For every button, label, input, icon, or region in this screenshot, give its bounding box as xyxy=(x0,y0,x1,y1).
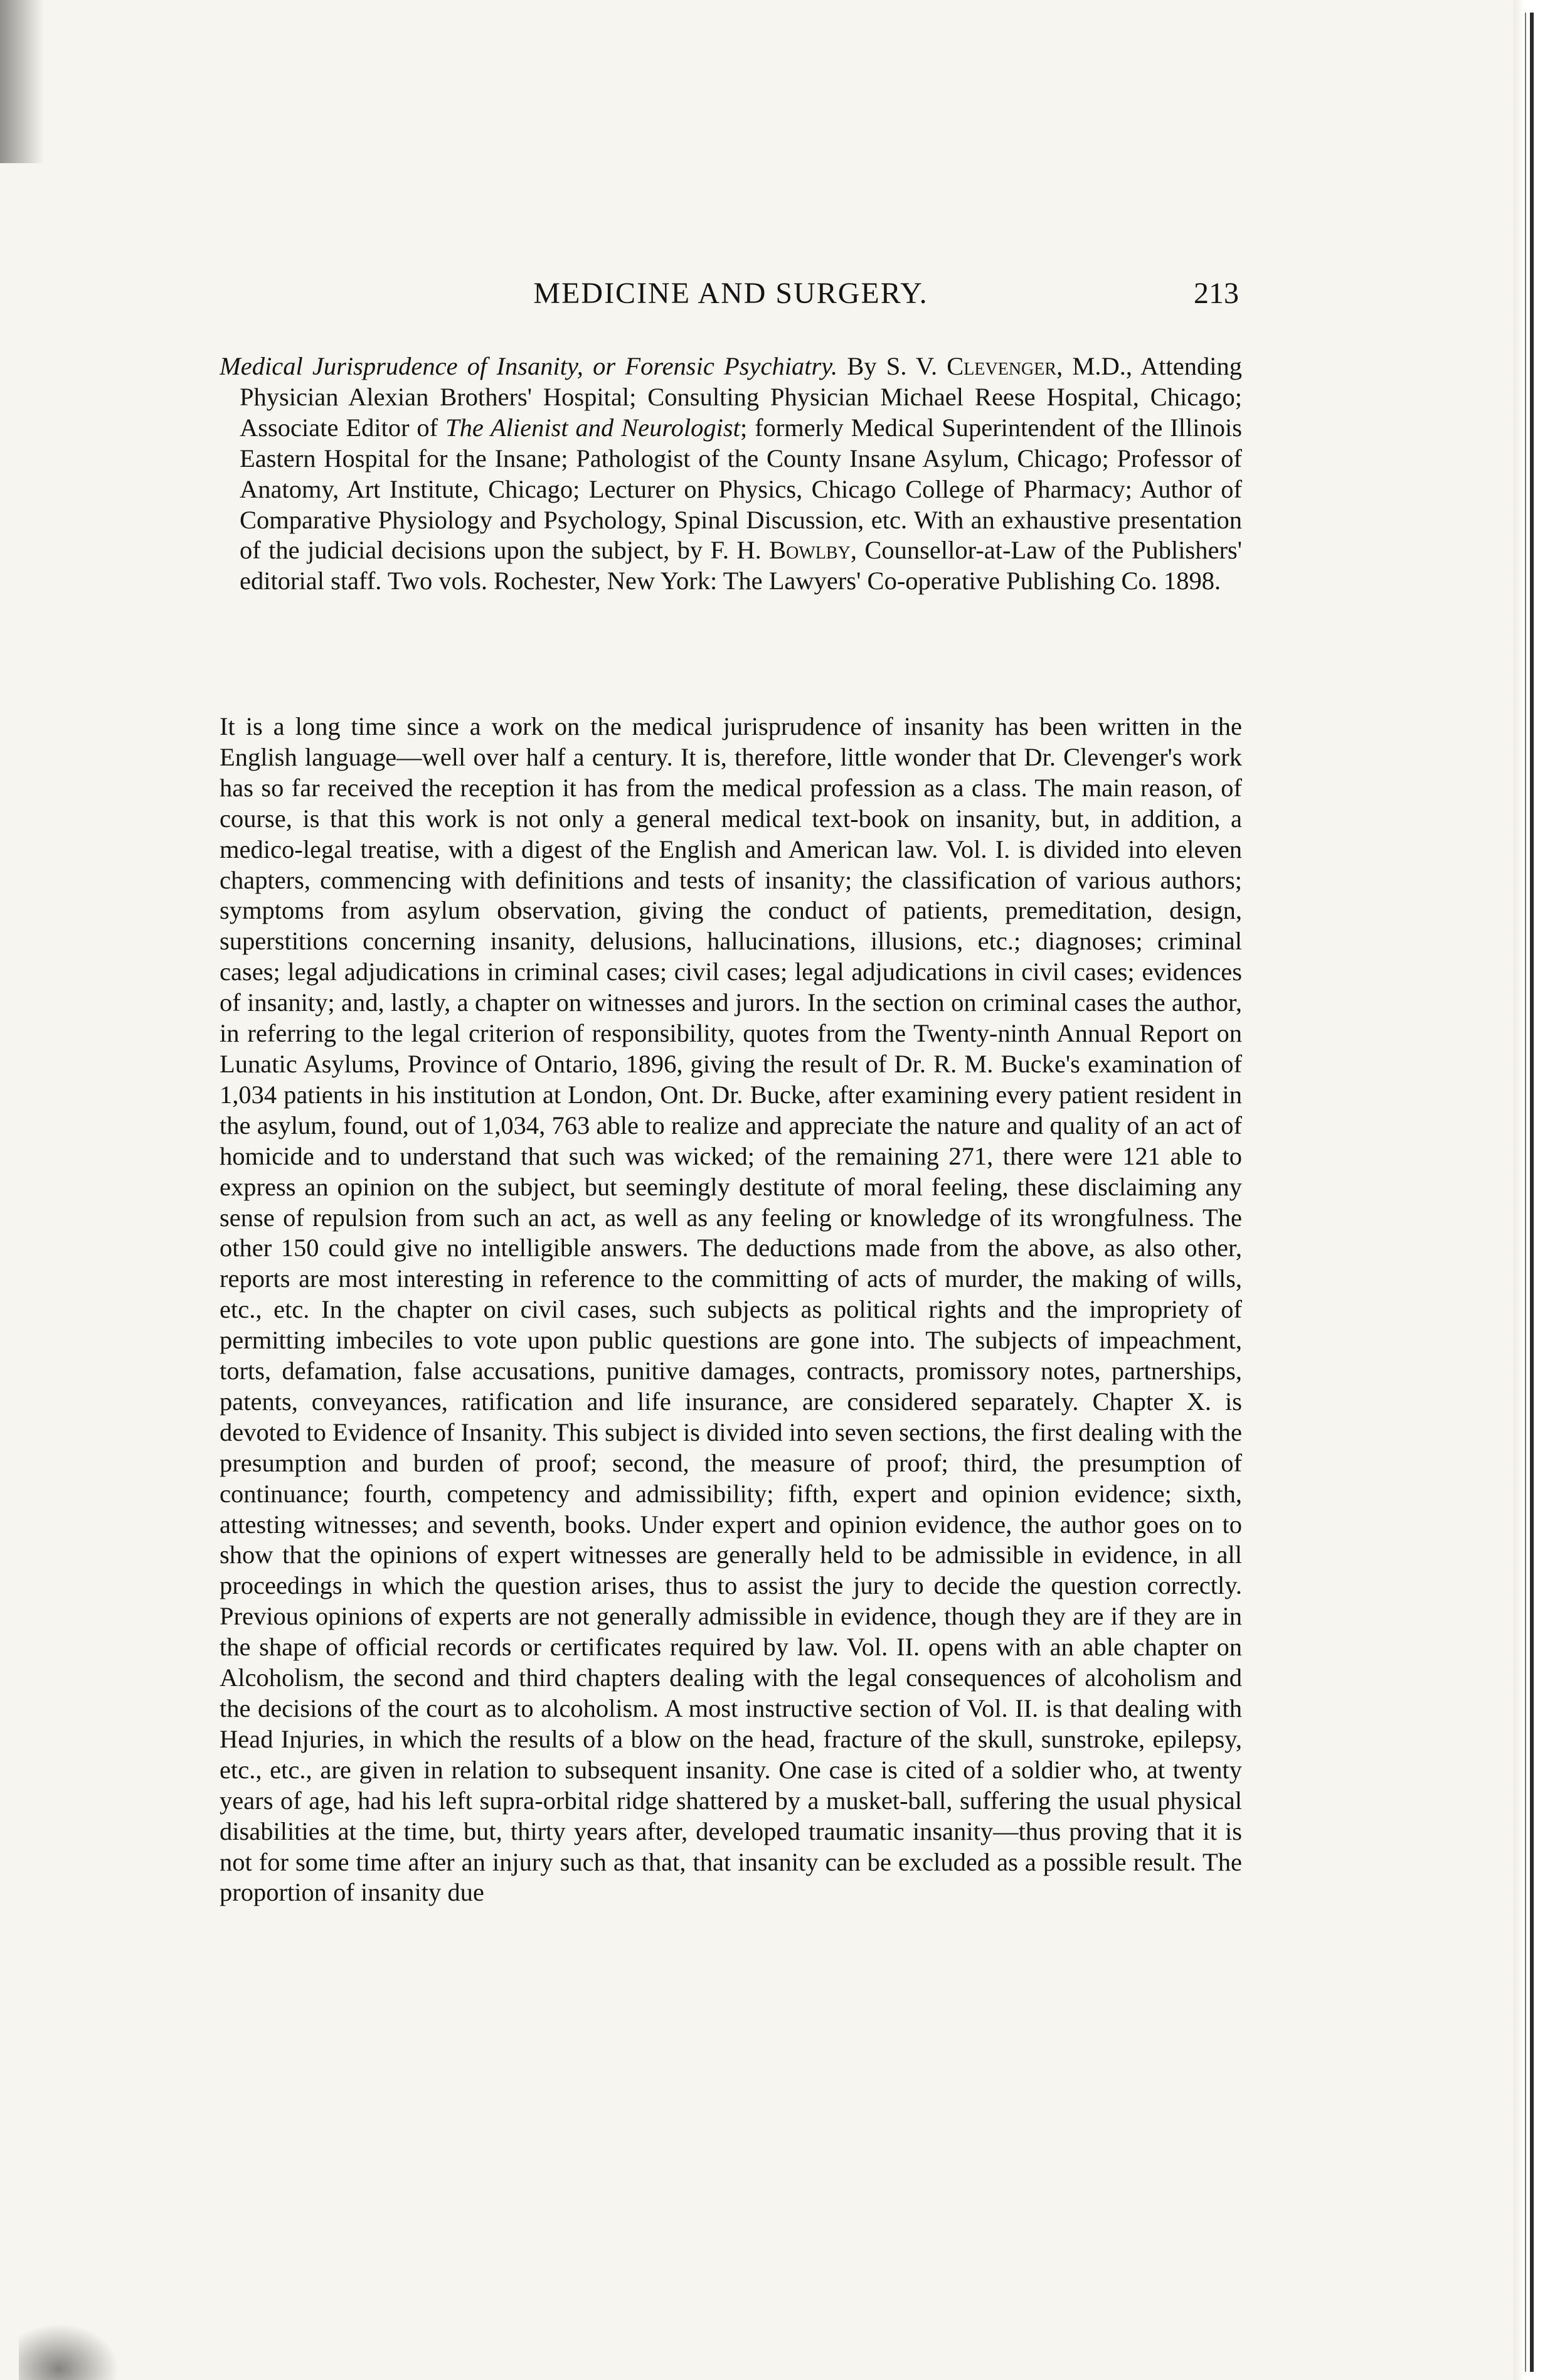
author-details: , M.D., Attending Physician Alexian Brothers' Hospital; Consulting Physician Michael Reese Hospital, Chicago; Associate Editor of xyxy=(240,352,1242,442)
scan-smudge-top-left xyxy=(0,0,44,163)
journal-title: The Alienist and Neurologist xyxy=(445,413,740,442)
scan-smudge-bottom-left xyxy=(19,2324,119,2380)
page-binding-edge xyxy=(1514,0,1550,2380)
review-paragraph: It is a long time since a work on the medical jurisprudence of insanity has been written in the English language—well over half a century. It is, therefore, little wonder that Dr. Clevenger's work has so far received the reception it has from the medical profession as a class. The main reason, of course, is that this work is not only a general medical text-book on insanity, but, in addition, a medico-legal treatise, with a digest of the English and American law. Vol. I. is divided into eleven chapters, commencing with definitions and tests of insanity; the classification of various authors; symptoms from asylum observation, giving the conduct of patients, premeditation, design, superstitions concerning insanity, delusions, hallucinations, illusions, etc.; diagnoses; criminal cases; legal adjudications in criminal cases; civil cases; legal adjudications in civil cases; evidences of insanity; and, lastly, a chapter on witnesses and jurors. In the section on criminal cases the author, in referring to the legal criterion of responsibility, quotes from the Twenty-ninth Annual Report on Lunatic Asylums, Province of Ontario, 1896, giving the result of Dr. R. M. Bucke's examination of 1,034 patients in his institution at London, Ont. Dr. Bucke, after examining every patient resident in the asylum, found, out of 1,034, 763 able to realize and appreciate the nature and quality of an act of homicide and to understand that such was wicked; of the remaining 271, there were 121 able to express an opinion on the subject, but seemingly destitute of moral feeling, these disclaiming any sense of repulsion from such an act, as well as any feeling or knowledge of its wrongfulness. The other 150 could give no intelligible answers. The deductions made from the above, as also other, reports are most interesting in reference to the committing of acts of murder, the making of wills, etc., etc. In the chapter on civil cases, such subjects as political rights and the impropriety of permitting imbeciles to vote upon public questions are gone into. The subjects of impeachment, torts, defamation, false accusations, punitive damages, contracts, promissory notes, partnerships, patents, conveyances, ratification and life insurance, are considered separately. Chapter X. is devoted to Evidence of Insanity. This subject is divided into seven sections, the first dealing with the presumption and burden of proof; second, the measure of proof; third, the presumption of continuance; fourth, competency and admissibility; fifth, expert and opinion evidence; sixth, attesting witnesses; and seventh, books. Under expert and opinion evidence, the author goes on to show that the opinions of expert witnesses are generally held to be admissible in evidence, in all proceedings in which the question arises, thus to assist the jury to decide the question correctly. Previous opinions of experts are not generally admissible in evidence, though they are if they are in the shape of official records or certificates required by law. Vol. II. opens with an able chapter on Alcoholism, the second and third chapters dealing with the legal consequences of alcoholism and the decisions of the court as to alcoholism. A most instructive section of Vol. II. is that dealing with Head Injuries, in which the results of a blow on the head, fracture of the skull, sunstroke, epilepsy, etc., etc., are given in relation to subsequent insanity. One case is cited of a soldier who, at twenty years of age, had his left supra-orbital ridge shattered by a musket-ball, suffering the usual physical disabilities at the time, but, thirty years after, developed traumatic insanity—thus proving that it is not for some time after an injury such as that, that insanity can be excluded as a possible result. The proportion of insanity due xyxy=(220,712,1242,1907)
page-body xyxy=(220,351,1242,2343)
page-number: 213 xyxy=(1194,277,1239,310)
running-header xyxy=(223,276,1239,320)
binding-line-thin xyxy=(1525,13,1526,2372)
book-citation xyxy=(220,351,1242,689)
publication-details: , Counsellor-at-Law of the Publishers' editorial staff. Two vols. Rochester, New York: The Lawyers' Co-operative Publishing Co. 1898. xyxy=(240,536,1242,595)
citation-by: By S. V. xyxy=(847,352,938,380)
book-title: Medical Jurisprudence of Insanity, or Forensic Psychiatry. xyxy=(220,352,838,380)
author-name: Clevenger xyxy=(947,352,1057,380)
binding-line xyxy=(1530,13,1534,2372)
coauthor-name: Bowlby xyxy=(769,536,851,565)
author-details-continued: ; formerly Medical Superintendent of the Illinois Eastern Hospital for the Insane; Pathologist of the County Insane Asylum, Chicago; Professor of Anatomy, Art Institute, Chicago; Lecturer on Physics, Chicago College of Pharmacy; Author of Comparative Physiology and Psychology, Spinal Discussion, etc. With an exhaustive presentation of the judicial decisions upon the subject, by F. H. xyxy=(240,413,1242,565)
page-title: MEDICINE AND SURGERY. xyxy=(533,277,928,310)
